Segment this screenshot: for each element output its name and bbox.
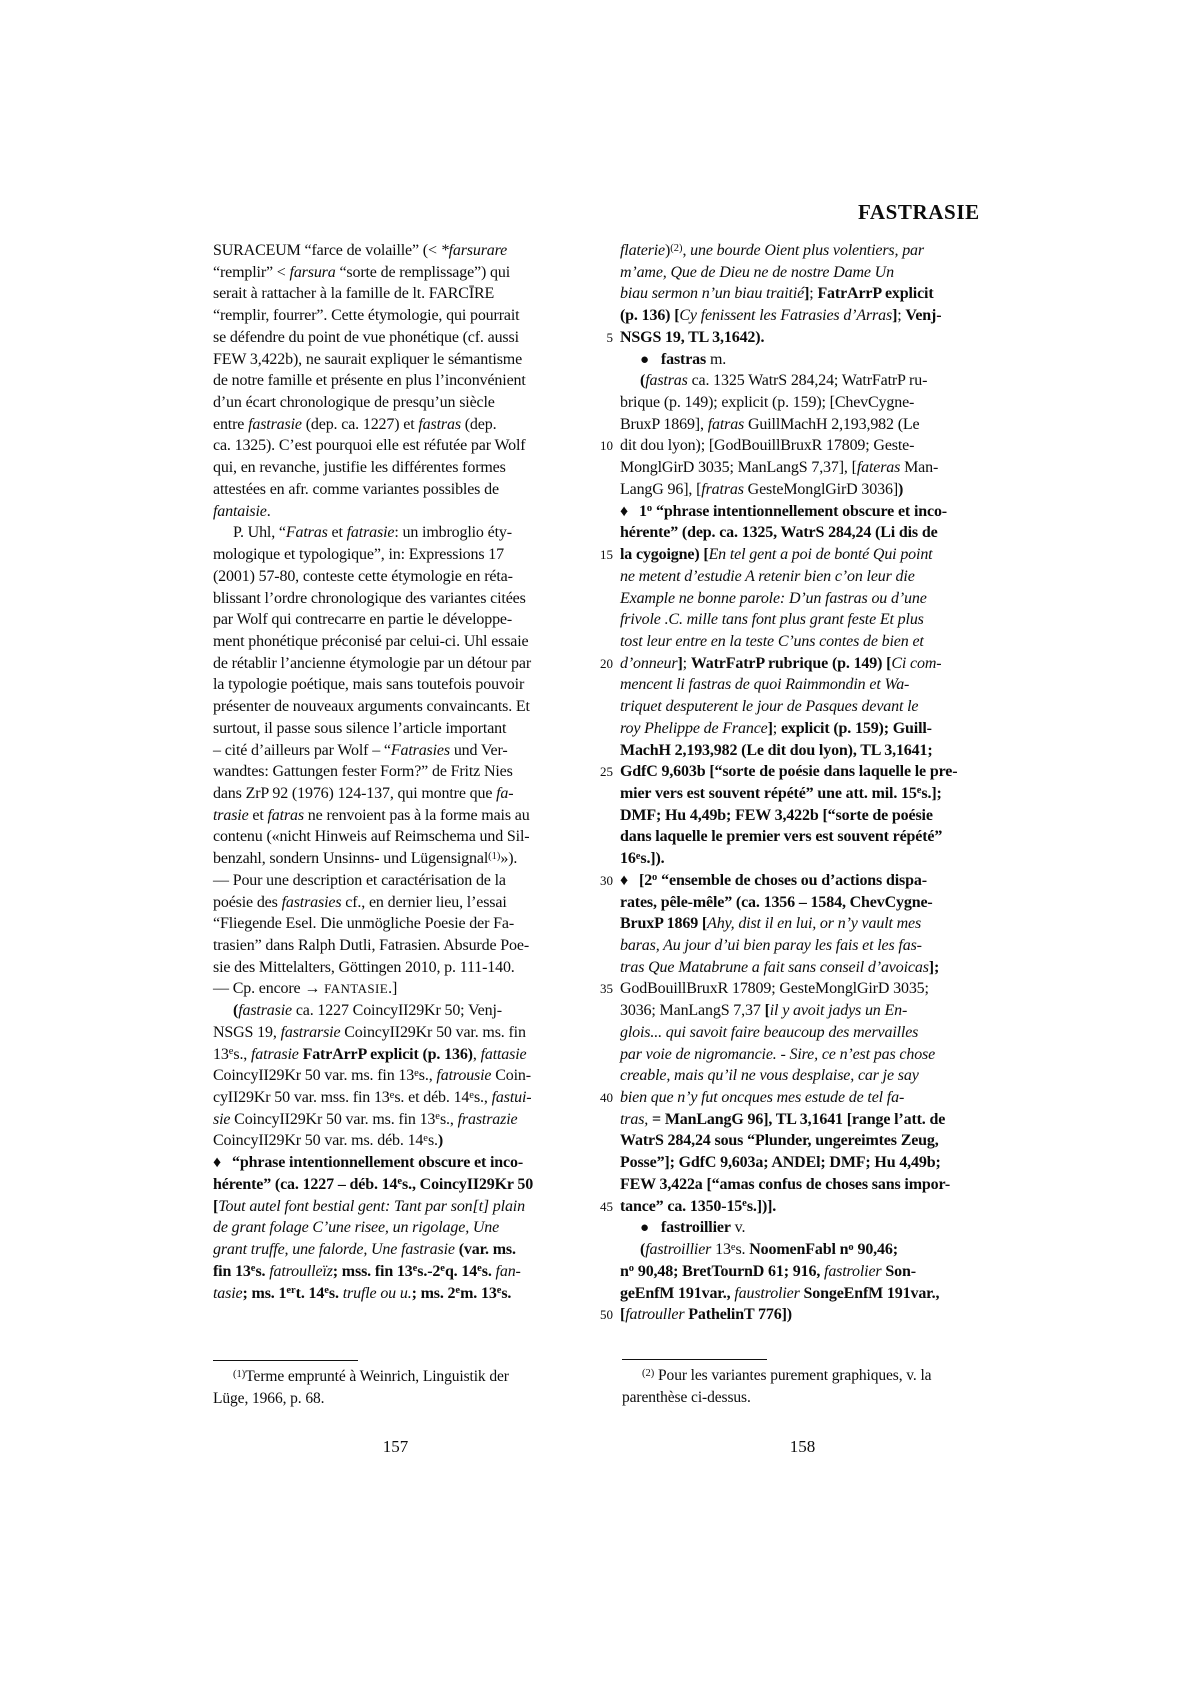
text-line: “Fliegende Esel. Die unmögliche Poesie der Fa- [213,915,515,933]
running-head: FASTRASIE [858,200,980,224]
text-line: flaterie)$^{(2)}$, une bourde Oient plus volentiers, par [620,242,924,259]
text-line: trasien” dans Ralph Dutli, Fatrasien. Absurde Poe- [213,937,529,954]
text-line: par voie de nigromancie. - Sire, ce n’est pas chose [620,1045,936,1063]
text-line: qui, en revanche, justifie les différentes formes [213,459,506,477]
text-line: tras Que Matabrune a fait sans conseil d’avoicas]; [620,958,940,976]
line-number: 45 [600,1198,613,1214]
text-line: d’un écart chronologique de presqu’un siècle [213,394,495,412]
text-line: ment phonétique préconisé par celui-ci. Uhl essaie [213,632,529,650]
text-line: tance” ca. 1350-15es.])]. [620,1197,777,1215]
text-line: baras, Au jour d’ui bien paray les fais et les fas- [620,937,922,954]
text-line: WatrS 284,24 sous “Plunder, ungereimtes Zeug, [620,1132,939,1150]
text-line: SURACEUM “farce de volaille” (< *farsurare [213,242,508,259]
text-line: cyII29Kr 50 var. mss. fin 13es. et déb. 14es., fastui- [213,1089,532,1107]
text-line: Lüge, 1966, p. 68. [213,1389,325,1407]
footnote-right-text [622,1365,987,1408]
text-line: par Wolf qui contrecarre en partie le développe- [213,611,513,629]
text-line: de rétablir l’ancienne étymologie par un détour par [213,654,531,672]
text-line: sie CoincyII29Kr 50 var. ms. fin 13es., frastrazie [213,1110,518,1128]
line-number: 5 [606,329,613,345]
text-line: blissant l’ordre chronologique des variantes citées [213,589,526,607]
text-line: — Pour une description et caractérisation de la [213,871,506,889]
text-line: ♦ “phrase intentionnellement obscure et inco- [213,1154,524,1172]
text-line: ● fastroillier v. [640,1219,746,1237]
line-number: 15 [600,547,613,563]
text-line: rates, pêle-mêle” (ca. 1356 – 1584, ChevCygne- [620,893,933,911]
text-line: DMF; Hu 4,49b; FEW 3,422b [“sorte de poésie [620,806,933,824]
text-line: [fatrouller PathelinT 776]) [620,1306,792,1324]
text-line: tasie; ms. 1ert. 14es. trufle ou u.; ms. 2em. 13es. [213,1284,512,1302]
text-line: serait à rattacher à la famille de lt. FARCĪRE [213,285,495,303]
line-number: 25 [600,764,613,780]
text-line: wandtes: Gattungen fester Form?” de Fritz Nies [213,763,513,781]
text-line: roy Phelippe de France]; explicit (p. 159); Guill- [620,719,932,737]
text-line: frivole .C. mille tans font plus grant feste Et plus [620,611,924,629]
text-line: (2001) 57-80, conteste cette étymologie en réta- [213,567,513,585]
text-line: (fastroillier 13es. NoomenFabl $n^o$ 90,46; [640,1241,898,1259]
text-line: dans laquelle le premier vers est souvent répété” [620,828,943,846]
text-line: hérente” (ca. 1227 – déb. 14es., CoincyII29Kr 50 [213,1175,534,1193]
text-line: $^{(2)}$ Pour les variantes purement graphiques, v. la [642,1367,932,1384]
right-column [620,240,985,1326]
text-line: NSGS 19, TL 3,1642). [620,328,765,346]
text-line: MachH 2,193,982 (Le dit dou lyon), TL 3,1641; [620,741,933,759]
text-line: MonglGirD 3035; ManLangS 7,37], [fateras Man- [620,459,939,477]
text-line: bien que n’y fut oncques mes estude de tel fa- [620,1089,905,1107]
text-line: FEW 3,422b), ne saurait expliquer le sémantisme [213,350,523,368]
text-line: attestées en afr. comme variantes possibles de [213,480,499,498]
text-line: NSGS 19, fastrarsie CoincyII29Kr 50 var. ms. fin [213,1023,526,1041]
text-line: triquet desputerent le jour de Pasques devant le [620,698,919,716]
text-line: fin 13es. fatroulleïz; mss. fin 13es.-2eq. 14es. fan- [213,1262,521,1280]
text-line: présenter de nouveaux arguments convaincants. Et [213,698,530,716]
page-number-left: 157 [382,1437,409,1456]
text-line: tost leur entre en la teste C’uns contes de bien et [620,632,924,650]
text-line: $n^o$ 90,48; BretTournD 61; 916, fastrolier Son- [620,1262,916,1280]
text-line: mencent li fastras de quoi Raimmondin et Wa- [620,676,910,694]
text-line: biau sermon n’un biau traitié]; FatrArrP explicit [620,285,934,303]
text-line: dans ZrP 92 (1976) 124-137, qui montre que fa- [213,784,514,802]
footnote-left [213,1360,578,1409]
text-line: sie des Mittelalters, Göttingen 2010, p. 111-140. [213,958,515,976]
text-line: ne metent d’estudie A retenir bien c’on leur die [620,567,915,585]
text-line: la cygoigne) [En tel gent a poi de bonté Qui point [620,546,933,564]
text-line: trasie et fatras ne renvoient pas à la forme mais au [213,806,530,824]
text-line: fantaisie. [213,502,271,520]
text-line: mier vers est souvent répété” une att. mil. 15es.]; [620,784,942,802]
text-line: grant truffe, une falorde, Une fastrasie (var. ms. [213,1241,516,1259]
text-line: Example ne bonne parole: D’un fastras ou d’une [620,589,927,607]
text-line: “remplir, fourrer”. Cette étymologie, qui pourrait [213,307,520,325]
text-line: (fastras ca. 1325 WatrS 284,24; WatrFatrP ru- [640,372,928,390]
text-line: poésie des fastrasies cf., en dernier lieu, l’essai [213,893,507,911]
text-line: glois... qui savoit faire beaucoup des mervailles [620,1023,919,1041]
text-line: (p. 136) [Cy fenissent les Fatrasies d’Arras]; Venj- [620,307,942,325]
line-number: 40 [600,1090,613,1106]
text-line: benzahl, sondern Unsinns- und Lügensignal$^{(1)}$»). [213,850,518,868]
footnote-separator [213,1360,358,1361]
text-line: entre fastrasie (dep. ca. 1227) et fastras (dep. [213,415,497,433]
left-column [213,240,578,1304]
text-line: mologique et typologique”, in: Expressions 17 [213,546,504,564]
text-line: – cité d’ailleurs par Wolf – “Fatrasies und Ver- [213,741,508,759]
text-line: de notre famille et présente en plus l’inconvénient [213,372,526,390]
line-number: 35 [600,981,613,997]
text-line: d’onneur]; WatrFatrP rubrique (p. 149) [Ci com- [620,654,942,672]
text-line: brique (p. 149); explicit (p. 159); [ChevCygne- [620,394,915,412]
text-line: dit dou lyon); [GodBouillBruxR 17809; Geste- [620,437,915,455]
text-line: geEnfM 191var., faustrolier SongeEnfM 191var., [620,1284,940,1302]
text-line: tras, = ManLangG 96], TL 3,1641 [range l’att. de [620,1110,946,1128]
text-line: [Tout autel font bestial gent: Tant par son[t] plain [213,1197,525,1215]
text-line: Posse”]; GdfC 9,603a; ANDEl; DMF; Hu 4,49b; [620,1154,941,1172]
text-line: ca. 1325). C’est pourquoi elle est réfutée par Wolf [213,437,526,455]
text-line: GdfC 9,603b [“sorte de poésie dans laquelle le pre- [620,763,958,781]
text-line: FEW 3,422a [“amas confus de choses sans impor- [620,1175,951,1193]
page-number-right: 158 [789,1437,816,1456]
text-line: “remplir” < farsura “sorte de remplissage”) qui [213,263,511,281]
line-number-gutter [580,240,613,1330]
footnote-right [622,1359,987,1408]
text-line: 3036; ManLangS 7,37 [il y avoit jadys un En- [620,1002,908,1020]
text-line: creable, mais qu’il ne vous desplaise, car je say [620,1067,919,1085]
text-line: LangG 96], [fratras GesteMonglGirD 3036]) [620,480,904,498]
line-number: 20 [600,655,613,671]
text-line: CoincyII29Kr 50 var. ms. fin 13es., fatrousie Coin- [213,1067,531,1085]
text-line: parenthèse ci-dessus. [622,1388,751,1406]
text-line: (fastrasie ca. 1227 CoincyII29Kr 50; Venj- [233,1002,502,1020]
text-line: se défendre du point de vue phonétique (cf. aussi [213,328,519,346]
text-line: 13es., fatrasie FatrArrP explicit (p. 136), fattasie [213,1045,527,1063]
footnote-separator [622,1359,767,1360]
text-line: BruxP 1869], fatras GuillMachH 2,193,982 (Le [620,415,920,433]
text-line: P. Uhl, “Fatras et fatrasie: un imbroglio éty- [233,524,512,542]
text-line: de grant folage C’une risee, un rigolage, Une [213,1219,500,1237]
text-line: ● fastras m. [640,350,727,368]
text-line: BruxP 1869 [Ahy, dist il en lui, or n’y vault mes [620,915,922,933]
text-line: ♦ 1$^o$ “phrase intentionnellement obscure et inco- [620,502,947,520]
text-line: CoincyII29Kr 50 var. ms. déb. 14es.) [213,1132,444,1150]
line-number: 30 [600,872,613,888]
text-line: GodBouillBruxR 17809; GesteMonglGirD 3035; [620,980,929,998]
text-line: m’ame, Que de Dieu ne de nostre Dame Un [620,263,894,281]
text-line: ♦ [2$^o$ “ensemble de choses ou d’actions dispa- [620,871,927,889]
text-line: contenu («nicht Hinweis auf Reimschema und Sil- [213,828,530,846]
text-line: la typologie poétique, mais sans toutefois pouvoir [213,676,525,694]
text-line: — Cp. encore → FANTASIE.] [213,980,398,998]
text-line: $^{(1)}$Terme emprunté à Weinrich, Linguistik der [233,1368,509,1385]
text-line: surtout, il passe sous silence l’article important [213,719,507,737]
text-line: 16es.]). [620,850,665,868]
line-number: 10 [600,438,613,454]
line-number: 50 [600,1307,613,1323]
text-line: hérente” (dep. ca. 1325, WatrS 284,24 (Li dis de [620,524,938,542]
footnote-left-text [213,1366,578,1409]
